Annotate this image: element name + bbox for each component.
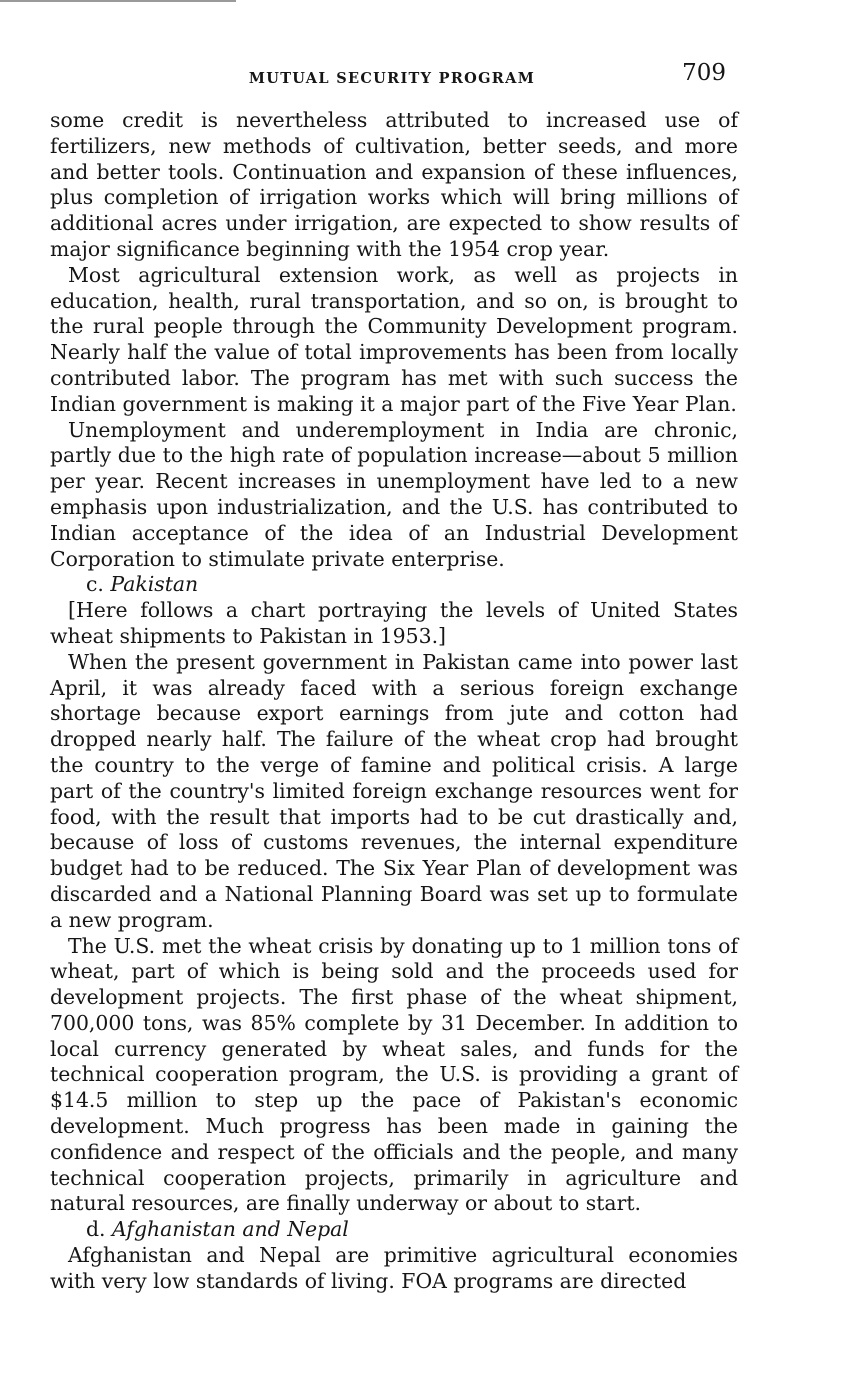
section-title-afghanistan-nepal: Afghanistan and Nepal: [112, 1217, 349, 1242]
paragraph-chart-note: [Here follows a chart portraying the levels of United States wheat shipments to Pakistan in 1953.]: [50, 598, 738, 648]
paragraph-continuation: some credit is nevertheless attributed to increased use of fertilizers, new methods of cultivation, better seeds, and more and better tools. Continuation and expansion of these influences, plus completion of irrigation works which will bring millions of additional acres under irrigation, are expected to show results of major significance beginning with the 1954 crop year.: [50, 108, 738, 261]
paragraph-afghanistan-nepal: Afghanistan and Nepal are primitive agricultural economies with very low standards of living. FOA programs are directed: [50, 1243, 738, 1293]
paragraph-wheat-crisis: The U.S. met the wheat crisis by donating up to 1 million tons of wheat, part of which is being sold and the proceeds used for development projects. The first phase of the wheat shipment, 700,000 tons, was 85% complete by 31 December. In addition to local currency generated by wheat sales, and funds for the technical cooperation program, the U.S. is providing a grant of $14.5 million to step up the pace of Pakistan's economic development. Much progress has been made in gaining the confidence and respect of the officials and the people, and many technical cooperation projects, primarily in agriculture and natural resources, are finally underway or about to start.: [50, 933, 738, 1216]
page-number: 709: [682, 60, 726, 86]
section-marker-d: d.: [86, 1217, 106, 1242]
section-marker-c: c.: [86, 572, 104, 597]
paragraph-pakistan-government: When the present government in Pakistan came into power last April, it was already faced with a serious foreign exchange shortage because export earnings from jute and cotton had dropped nearly half. The failure of the wheat crop had brought the country to the verge of famine and political crisis. A large part of the country's limited foreign exchange resources went for food, with the result that imports had to be cut drastically and, because of loss of customs revenues, the internal expenditure budget had to be reduced. The Six Year Plan of development was discarded and a National Planning Board was set up to formulate a new program.: [50, 649, 738, 932]
running-title: MUTUAL SECURITY PROGRAM: [248, 70, 536, 87]
paragraph-community-development: Most agricultural extension work, as well as projects in education, health, rural transportation, and so on, is brought to the rural people through the Community Development program. Nearly half the value of total improvements has been from locally contributed labor. The program has met with such success the Indian government is making it a major part of the Five Year Plan.: [50, 262, 738, 416]
section-heading-pakistan: [50, 572, 738, 598]
paragraph-unemployment: Unemployment and underemployment in India are chronic, partly due to the high rate of population increase—about 5 million per year. Recent increases in unemployment have led to a new emphasis upon industrialization, and the U.S. has contributed to Indian acceptance of the idea of an Industrial Development Corporation to stimulate private enterprise.: [50, 417, 738, 571]
top-rule: [0, 0, 236, 2]
section-title-pakistan: Pakistan: [110, 572, 199, 597]
body-text: [50, 108, 738, 1295]
running-head: [52, 60, 732, 94]
section-heading-afghanistan-nepal: [50, 1217, 738, 1243]
